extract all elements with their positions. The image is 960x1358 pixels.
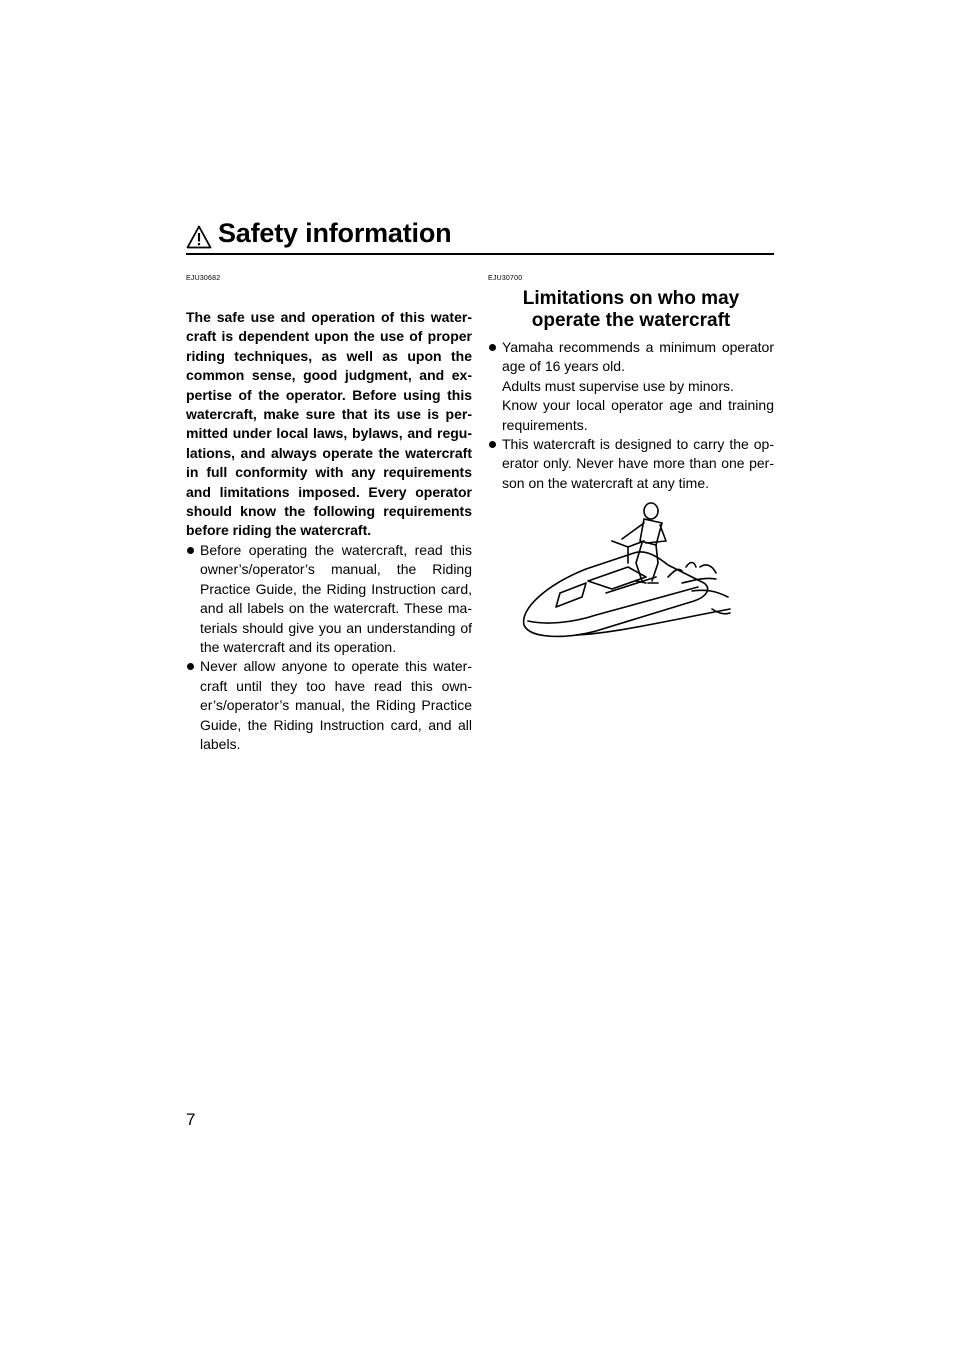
page-title: Safety information	[218, 218, 452, 248]
list-item-text: This watercraft is designed to carry the op-erator only. Never have more than one per-son on the watercraft at any time.	[502, 436, 774, 491]
section-title	[488, 288, 774, 332]
left-column	[186, 275, 472, 754]
limitations-list	[488, 338, 774, 493]
list-item-text: Adults must supervise use by minors.	[502, 377, 734, 394]
bullet-icon	[489, 441, 496, 448]
list-item	[186, 541, 472, 657]
section-code: EJU30682	[186, 275, 221, 282]
list-item	[488, 338, 774, 435]
section-title-line: Limitations on who may	[522, 288, 740, 309]
bullet-icon	[489, 344, 496, 351]
bullet-icon	[187, 663, 194, 670]
page-header	[186, 218, 774, 256]
intro-paragraph: The safe use and operation of this water-craft is dependent upon the use of proper riding techniques, as well as upon the common sense, good judgment, and ex-pertise of the operator. Before using this watercraft, make sure that its use is per-mitted under local laws, bylaws, and regu-lations, and always operate the watercraft in full conformity with any requirements and limitations imposed. Every operator should know the following requirements before riding the watercraft.	[186, 309, 472, 539]
page-number: 7	[186, 1110, 196, 1129]
list-item	[186, 657, 472, 754]
list-item-text: Yamaha recommends a minimum operator age of 16 years old.	[502, 339, 774, 375]
header-rule	[186, 253, 774, 255]
list-item-text: Before operating the watercraft, read this owner’s/operator’s manual, the Riding Practice Guide, the Riding Instruction card, and all labels on the watercraft. These ma-terials should give you an understanding of the watercraft and its operation.	[200, 541, 472, 655]
requirements-list	[186, 541, 472, 754]
section-code: EJU30700	[488, 275, 523, 282]
section-title-line: operate the watercraft	[531, 310, 731, 331]
list-item	[488, 435, 774, 493]
watercraft-rider-illustration	[516, 497, 736, 649]
list-item-text: Know your local operator age and training requirements.	[502, 397, 774, 433]
right-column	[488, 275, 774, 493]
bullet-icon	[187, 547, 194, 554]
warning-triangle-icon	[186, 225, 212, 249]
list-item-text: Never allow anyone to operate this water-craft until they too have read this own-er’s/operator’s manual, the Riding Practice Guide, the Riding Instruction card, and all labels.	[200, 658, 472, 752]
